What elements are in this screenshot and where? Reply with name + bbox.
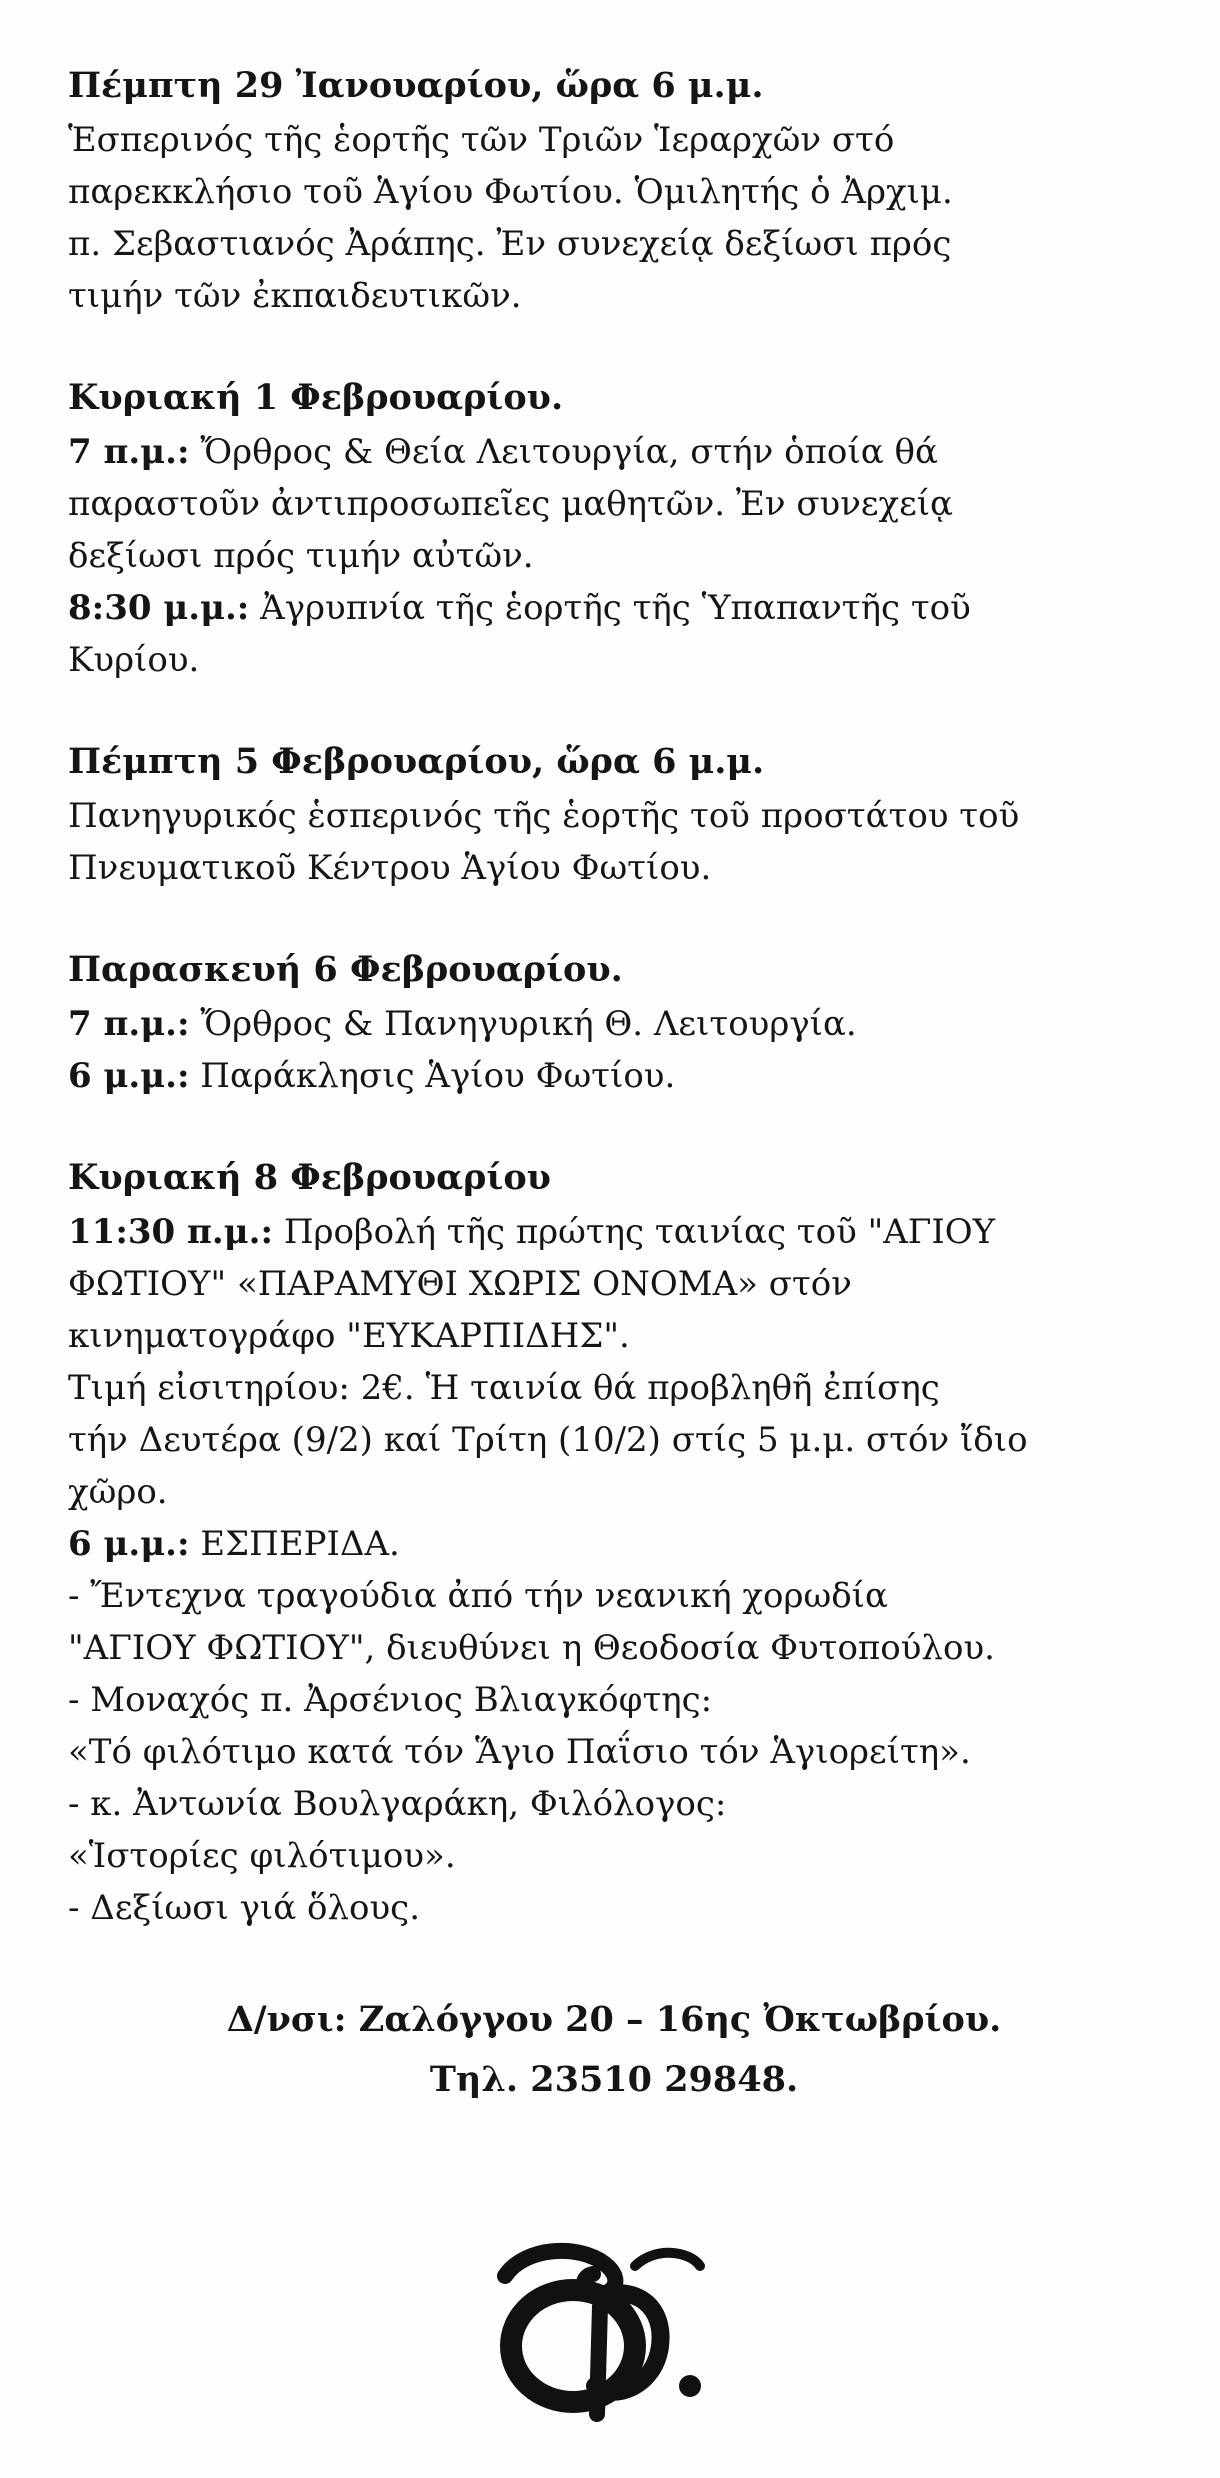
event-line: π. Σεβαστιανός Ἀράπης. Ἐν συνεχείᾳ δεξίωσι πρός [68,224,952,264]
event-line: ΦΩΤΙΟΥ" «ΠΑΡΑΜΥΘΙ ΧΩΡΙΣ ΟΝΟΜΑ» στόν [68,1264,852,1304]
event-line: κινηματογράφο "ΕΥΚΑΡΠΙΔΗΣ". [68,1316,630,1356]
event-line: 8:30 μ.μ.: Ἀγρυπνία τῆς ἑορτῆς τῆς Ὑπαπαντῆς τοῦ [68,588,971,628]
time-label: 11:30 π.μ.: [68,1212,274,1252]
event-line: τιμήν τῶν ἐκπαιδευτικῶν. [68,276,522,316]
event-line: 11:30 π.μ.: Προβολή τῆς πρώτης ταινίας τοῦ "ΑΓΙΟΥ [68,1212,996,1252]
event-section-3 [68,942,1160,1102]
event-heading: Παρασκευή 6 Φεβρουαρίου. [68,949,623,990]
event-line: 7 π.μ.: Ὄρθρος & Θεία Λειτουργία, στήν ὁποία θά [68,432,938,472]
event-line: Κυρίου. [68,640,200,680]
time-label: 7 π.μ.: [68,1004,190,1044]
event-section-4 [68,1150,1160,1934]
event-line: - Μοναχός π. Ἀρσένιος Βλιαγκόφτης: [68,1680,713,1720]
contact-footer [68,1990,1160,2110]
event-line: - Δεξίωσι γιά ὅλους. [68,1888,421,1928]
event-line: παραστοῦν ἀντιπροσωπεῖες μαθητῶν. Ἐν συνεχείᾳ [68,484,954,524]
monogram-logo-icon [485,2236,715,2426]
event-heading: Πέμπτη 29 Ἰανουαρίου, ὥρα 6 μ.μ. [68,65,764,106]
event-section-0 [68,58,1160,322]
event-line: Πνευματικοῦ Κέντρου Ἁγίου Φωτίου. [68,848,712,888]
event-line: τήν Δευτέρα (9/2) καί Τρίτη (10/2) στίς 5 μ.μ. στόν ἴδιο [68,1420,1028,1460]
event-line: παρεκκλήσιο τοῦ Ἁγίου Φωτίου. Ὁμιλητής ὁ Ἀρχιμ. [68,172,953,212]
event-line: χῶρο. [68,1472,168,1512]
address-line: Δ/νσι: Ζαλόγγου 20 – 16ης Ὀκτωβρίου. [226,1999,1002,2040]
event-section-2 [68,734,1160,894]
event-section-1 [68,370,1160,686]
time-label: 6 μ.μ.: [68,1056,190,1096]
event-heading: Κυριακή 8 Φεβρουαρίου [68,1157,551,1198]
event-heading: Κυριακή 1 Φεβρουαρίου. [68,377,564,418]
phone-line: Τηλ. 23510 29848. [429,2059,799,2100]
event-line: - Ἔντεχνα τραγούδια ἀπό τήν νεανική χορωδία [68,1576,888,1616]
time-label: 7 π.μ.: [68,432,190,472]
event-line: Ἑσπερινός τῆς ἑορτῆς τῶν Τριῶν Ἱεραρχῶν στό [68,120,895,160]
event-line: δεξίωσι πρός τιμήν αὐτῶν. [68,536,534,576]
event-line: - κ. Ἀντωνία Βουλγαράκη, Φιλόλογος: [68,1784,727,1824]
event-line: «Τό φιλότιμο κατά τόν Ἅγιο Παΐσιο τόν Ἁγιορείτη». [68,1732,971,1772]
event-heading: Πέμπτη 5 Φεβρουαρίου, ὥρα 6 μ.μ. [68,741,765,782]
event-line: "ΑΓΙΟΥ ΦΩΤΙΟΥ", διευθύνει η Θεοδοσία Φυτοπούλου. [68,1628,995,1668]
event-line: 6 μ.μ.: Παράκλησις Ἁγίου Φωτίου. [68,1056,676,1096]
event-line: Πανηγυρικός ἑσπερινός τῆς ἑορτῆς τοῦ προστάτου τοῦ [68,796,1020,836]
time-label: 6 μ.μ.: [68,1524,190,1564]
event-line: 7 π.μ.: Ὄρθρος & Πανηγυρική Θ. Λειτουργία. [68,1004,857,1044]
event-line: Τιμή εἰσιτηρίου: 2€. Ἡ ταινία θά προβληθῆ ἐπίσης [68,1368,940,1408]
time-label: 8:30 μ.μ.: [68,588,250,628]
event-line: 6 μ.μ.: ΕΣΠΕΡΙΔΑ. [68,1524,400,1564]
event-line: «Ἱστορίες φιλότιμου». [68,1836,456,1876]
